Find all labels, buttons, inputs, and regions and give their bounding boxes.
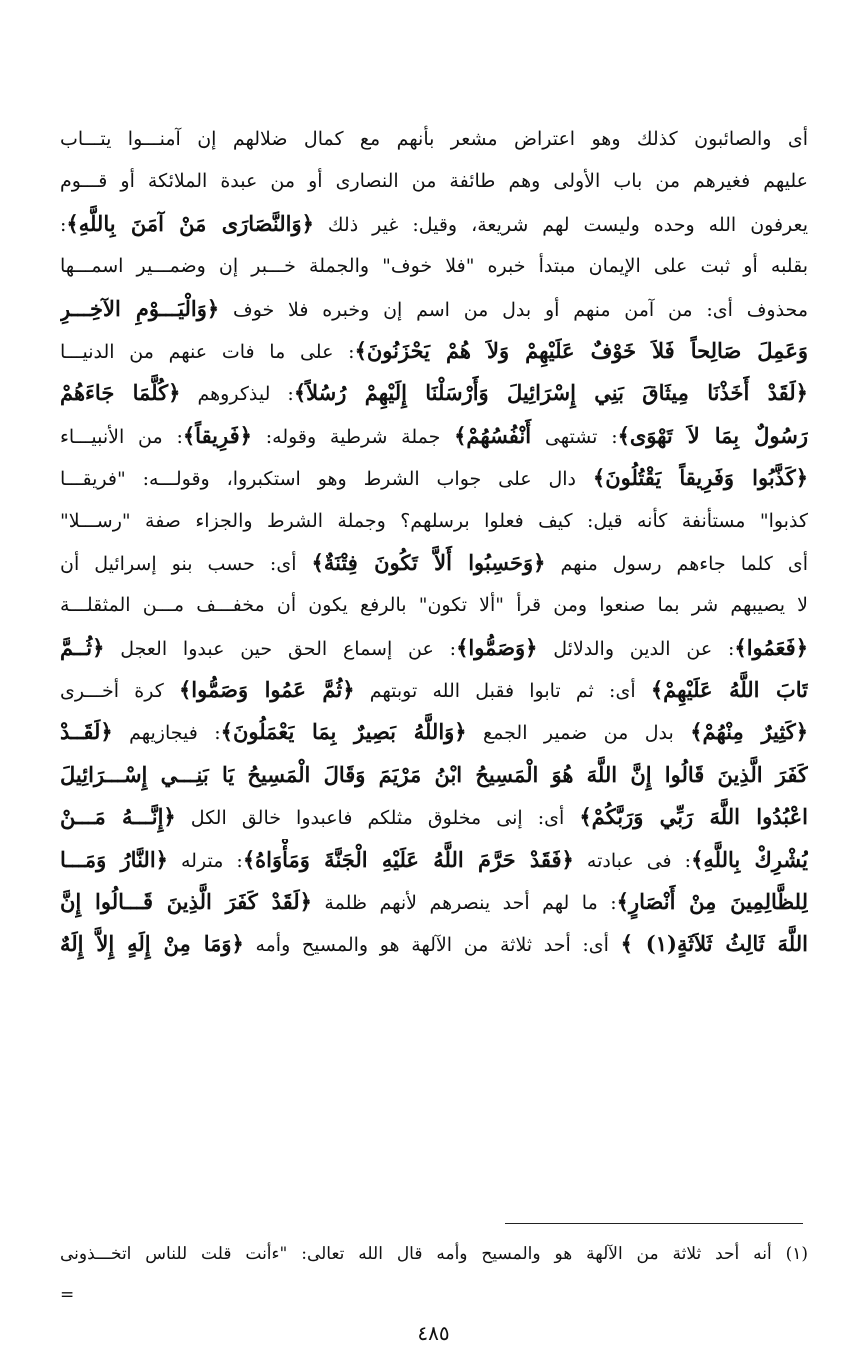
commentary-text: لا يصيبهم شر بما صنعوا ومن قرأ "ألا تكون" بالرفع يكون أن مخفـــف مـــن المثقلـــة	[60, 594, 808, 617]
commentary-text: كذبوا" مستأنفة كأنه قيل: كيف فعلوا برسلهم؟ وجملة الشرط والجزاء صفة "رســـلا"	[60, 509, 808, 532]
text-line	[60, 330, 808, 372]
quran-quote: ﴿فَرِيقاً﴾	[182, 422, 252, 448]
quran-quote: ﴿وَالْيَـــوْمِ الآخِـــرِ	[60, 295, 220, 321]
commentary-text: بقلبه أو ثبت على الإيمان مبتدأ خبره "فلا خوف" والجملة خـــبر إن وضمـــير اسمـــها	[60, 255, 808, 278]
quran-quote: ﴿وَمَا مِنْ إِلَهٍ إِلاَّ إِلَهٌ	[60, 931, 244, 957]
text-line	[60, 203, 808, 245]
commentary-text: : تشتهى	[531, 425, 618, 448]
commentary-text: : فيجازيهم	[112, 722, 221, 745]
quran-quote: يُشْرِكْ بِاللَّهِ﴾	[691, 846, 808, 872]
commentary-text: أى كلما جاءهم رسول منهم	[545, 552, 808, 575]
quran-quote: ﴿فَقَدْ حَرَّمَ اللَّهُ عَلَيْهِ الْجَنَّةَ وَمَأْوَاهُ﴾	[242, 846, 574, 872]
text-line	[60, 584, 808, 626]
footnote-continuation-mark: =	[60, 1285, 75, 1305]
footnote-separator	[505, 1223, 803, 1224]
text-line	[60, 754, 808, 796]
commentary-text: جملة شرطية وقوله:	[251, 425, 455, 448]
quran-quote: ﴿كَذَّبُوا وَفَرِيقاً يَقْتُلُونَ﴾	[592, 465, 808, 491]
commentary-text: أى: ثم تابوا فقبل الله توبتهم	[354, 680, 651, 703]
text-line	[60, 288, 808, 330]
quran-quote: ﴿ثُــمَّ	[60, 634, 105, 660]
commentary-text: : ليذكروهم	[180, 383, 294, 406]
quran-quote: وَعَمِلَ صَالِحاً فَلاَ خَوْفٌ عَلَيْهِمْ وَلاَ هُمْ يَحْزَنُونَ﴾	[354, 337, 808, 363]
commentary-text: أى والصائبون كذلك وهو اعتراض مشعر بأنهم مع كمال ضلالهم إن آمنـــوا يتـــاب	[60, 128, 808, 150]
text-line	[60, 923, 808, 965]
commentary-text: بدل من ضمير الجمع	[466, 722, 691, 745]
quran-quote: أَنْفُسُهُمْ﴾	[454, 422, 532, 448]
text-line	[60, 245, 808, 287]
quran-quote: ﴿وَاللَّهُ بَصِيرٌ بِمَا يَعْمَلُونَ﴾	[220, 719, 467, 745]
quran-quote: ﴿النَّارُ وَمَـــا	[60, 846, 168, 872]
text-line	[60, 839, 808, 881]
text-line	[60, 415, 808, 457]
text-line	[60, 500, 808, 542]
quran-quote: لِلظَّالِمِينَ مِنْ أَنْصَارٍ﴾	[616, 889, 808, 915]
text-line	[60, 796, 808, 838]
quran-quote: اعْبُدُوا اللَّهَ رَبِّي وَرَبَّكُمْ﴾	[579, 804, 808, 830]
page-number: ٤٨٥	[417, 1321, 450, 1345]
quran-quote: ﴿لَقَدْ أَخَذْنَا مِيثَاقَ بَنِي إِسْرَائِيلَ وَأَرْسَلْنَا إِلَيْهِمْ رُسُلاً﴾	[293, 380, 808, 406]
quran-quote: ﴿ثُمَّ عَمُوا وَصَمُّوا﴾	[178, 677, 355, 703]
commentary-text: : عن إسماع الحق حين عبدوا العجل	[104, 637, 457, 660]
quran-quote: اللَّهَ ثَالِثُ ثَلاَثَةٍ(١) ﴾	[620, 931, 808, 957]
text-line	[60, 372, 808, 414]
commentary-text: أى: إنى مخلوق مثلكم فاعبدوا خالق الكل	[175, 807, 580, 830]
text-line	[60, 627, 808, 669]
quran-quote: ﴿وَالنَّصَارَى مَنْ آمَنَ بِاللَّهِ﴾	[66, 210, 314, 236]
quran-quote: تَابَ اللَّهُ عَلَيْهِمْ﴾	[650, 677, 808, 703]
commentary-text: : على ما فات عنهم من الدنيـــا	[60, 340, 355, 363]
quran-quote: ﴿فَعَمُوا﴾	[734, 634, 808, 660]
commentary-text: : ما لهم أحد ينصرهم لأنهم ظلمة	[311, 892, 617, 915]
text-line	[60, 881, 808, 923]
text-line	[60, 160, 808, 202]
quran-quote: ﴿لَقَــدْ	[60, 719, 113, 745]
commentary-text: عليهم فغيرهم من باب الأولى وهم طائفة من النصارى أو من عبدة الملائكة أو قـــوم	[60, 170, 808, 193]
commentary-text: : فى عبادته	[573, 849, 692, 872]
main-text-block	[60, 118, 808, 966]
quran-quote: ﴿وَصَمُّوا﴾	[456, 634, 538, 660]
commentary-text: : مترله	[167, 849, 243, 872]
commentary-text: كرة أخـــرى	[60, 680, 179, 703]
quran-quote: كَفَرَ الَّذِينَ قَالُوا إِنَّ اللَّهَ هُوَ الْمَسِيحُ ابْنُ مَرْيَمَ وَقَالَ الْمَسِيحُ يَا بَنِـــي إِسْـــرَائِيلَ	[60, 761, 808, 787]
commentary-text: دال على جواب الشرط وهو استكبروا، وقولـــه: "فريقـــا	[60, 468, 593, 491]
text-line	[60, 711, 808, 753]
commentary-text: أى: أحد ثلاثة من الآلهة هو والمسيح وأمه	[243, 934, 621, 957]
quran-quote: ﴿وَحَسِبُوا أَلاَّ تَكُونَ فِتْنَةٌ﴾	[311, 549, 546, 575]
commentary-text: محذوف أى: من آمن منهم أو بدل من اسم إن وخبره فلا خوف	[219, 298, 808, 321]
commentary-text: يعرفون الله وحده وليست لهم شريعة، وقيل: غير ذلك	[313, 213, 808, 236]
footnote: (١) أنه أحد ثلاثة من الآلهة هو والمسيح وأمه قال الله تعالى: "ءأنت قلت للناس اتخـــذونى	[60, 1244, 808, 1264]
text-line	[60, 118, 808, 160]
quran-quote: ﴿لَقَدْ كَفَرَ الَّذِينَ قَـــالُوا إِنَّ	[60, 889, 312, 915]
text-line	[60, 457, 808, 499]
commentary-text: :	[60, 213, 67, 236]
quran-quote: ﴿إِنَّـــهُ مَـــنْ	[60, 804, 176, 830]
quran-quote: ﴿كُلَّمَا جَاءَهُمْ	[60, 380, 181, 406]
quran-quote: رَسُولٌ بِمَا لاَ تَهْوَى﴾	[617, 422, 808, 448]
commentary-text: أى: حسب بنو إسرائيل أن	[60, 552, 312, 575]
text-line	[60, 542, 808, 584]
quran-quote: ﴿كَثِيرٌ مِنْهُمْ﴾	[690, 719, 808, 745]
text-line	[60, 669, 808, 711]
commentary-text: : من الأنبيـــاء	[60, 425, 183, 448]
commentary-text: : عن الدين والدلائل	[537, 637, 735, 660]
